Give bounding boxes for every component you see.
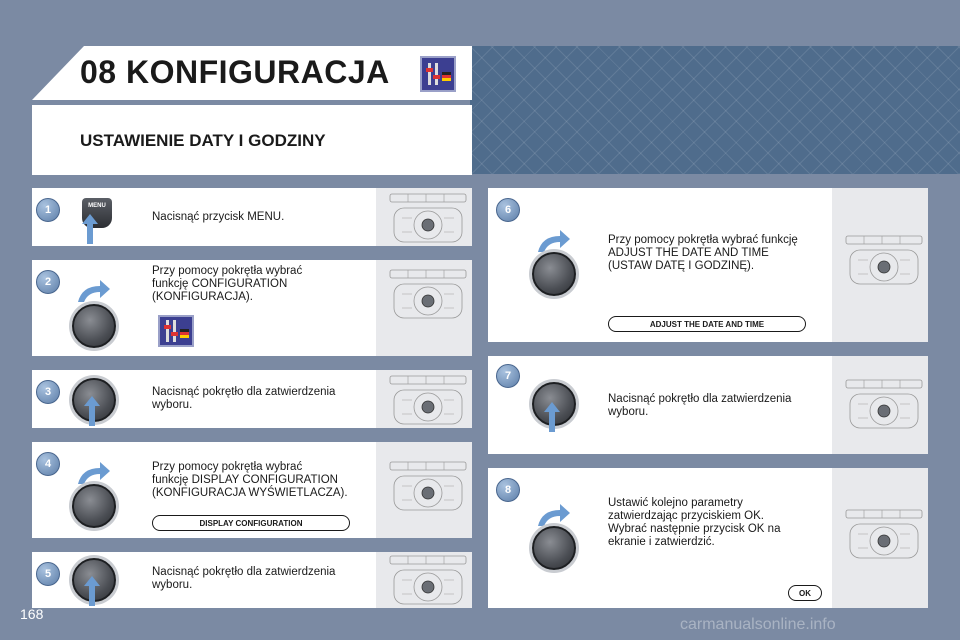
rotary-knob-icon — [532, 526, 576, 570]
menu-button-icon: MENU — [82, 198, 112, 228]
rotary-knob-icon — [72, 484, 116, 528]
step-number-badge: 5 — [36, 562, 60, 586]
step-number-badge: 1 — [36, 198, 60, 222]
step-number-badge: 6 — [496, 198, 520, 222]
page-subtitle: USTAWIENIE DATY I GODZINY — [80, 131, 326, 150]
step-number-badge: 7 — [496, 364, 520, 388]
radio-control-illustration — [388, 372, 468, 430]
rotate-arrow-icon — [536, 230, 570, 254]
press-arrow-icon — [84, 576, 100, 606]
configuration-icon — [420, 56, 456, 92]
rotate-arrow-icon — [536, 504, 570, 528]
step-text: Przy pomocy pokrętła wybrać funkcję DISPLAY CONFIGURATION (KONFIGURACJA WYŚWIETLACZA). — [152, 461, 348, 499]
step-number-badge: 2 — [36, 270, 60, 294]
page-title: 08 KONFIGURACJA — [80, 54, 390, 90]
page-number: 168 — [20, 606, 44, 622]
step-text: Przy pomocy pokrętła wybrać funkcję ADJUST THE DATE AND TIME (USTAW DATĘ I GODZINĘ). — [608, 234, 798, 272]
radio-control-illustration — [844, 376, 924, 434]
radio-control-illustration — [844, 232, 924, 290]
rotary-knob-icon — [532, 252, 576, 296]
screen-option-label: ADJUST THE DATE AND TIME — [608, 316, 806, 332]
step-text: Nacisnąć przycisk MENU. — [152, 211, 285, 223]
step-text: Nacisnąć pokrętło dla zatwierdzenia wyboru. — [152, 566, 336, 591]
radio-control-illustration — [844, 506, 924, 564]
rotate-arrow-icon — [76, 280, 110, 304]
configuration-icon — [158, 315, 194, 347]
step-text: Przy pomocy pokrętła wybrać funkcję CONFIGURATION (KONFIGURACJA). — [152, 265, 303, 303]
header-hatch-decoration — [470, 46, 960, 174]
screen-ok-button-label: OK — [788, 585, 822, 601]
screen-option-label: DISPLAY CONFIGURATION — [152, 515, 350, 531]
press-arrow-icon — [82, 214, 98, 244]
step-number-badge: 3 — [36, 380, 60, 404]
radio-control-illustration — [388, 190, 468, 248]
watermark: carmanualsonline.info — [680, 616, 836, 633]
step-number-badge: 4 — [36, 452, 60, 476]
rotate-arrow-icon — [76, 462, 110, 486]
press-arrow-icon — [84, 396, 100, 426]
radio-control-illustration — [388, 552, 468, 610]
press-arrow-icon — [544, 402, 560, 432]
radio-control-illustration — [388, 266, 468, 324]
step-text: Nacisnąć pokrętło dla zatwierdzenia wyboru. — [152, 386, 336, 411]
step-text: Ustawić kolejno parametry zatwierdzając przyciskiem OK. Wybrać następnie przycisk OK na ekranie i zatwierdzić. — [608, 497, 781, 548]
radio-control-illustration — [388, 458, 468, 516]
step-text: Nacisnąć pokrętło dla zatwierdzenia wyboru. — [608, 393, 792, 418]
step-number-badge: 8 — [496, 478, 520, 502]
rotary-knob-icon — [72, 304, 116, 348]
